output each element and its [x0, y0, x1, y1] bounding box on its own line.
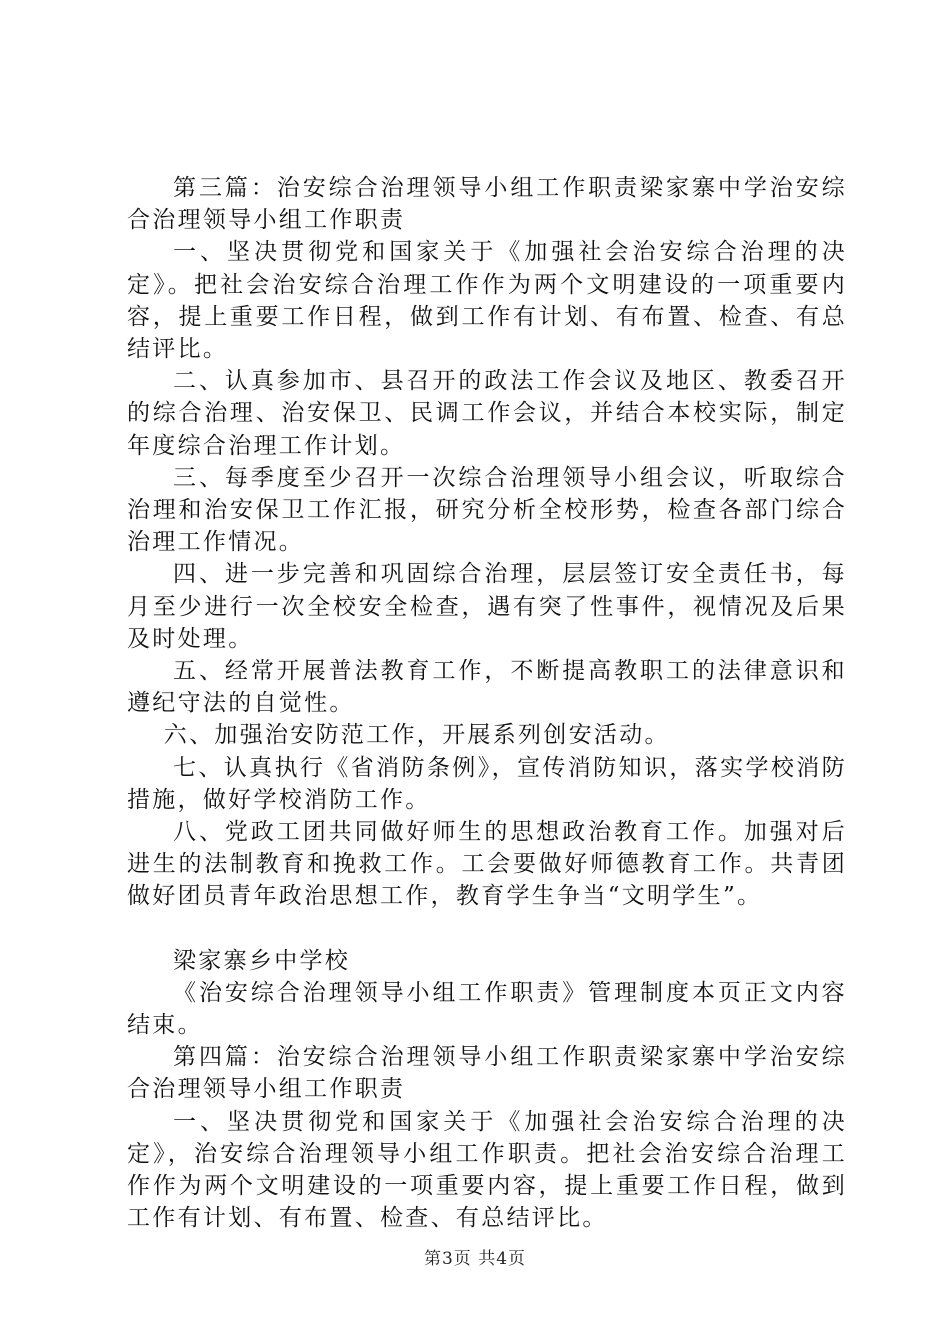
paragraph-item-7: 七、认真执行《省消防条例》，宣传消防知识，落实学校消防措施，做好学校消防工作。 — [127, 754, 847, 813]
paragraph-item-5: 五、经常开展普法教育工作，不断提高教职工的法律意识和遵纪守法的自觉性。 — [127, 658, 847, 717]
paragraph-item-8: 八、党政工团共同做好师生的思想政治教育工作。加强对后进生的法制教育和挽救工作。工会要做好师德教育工作。共青团做好团员青年政治思想工作，教育学生争当“文明学生”。 — [127, 819, 847, 910]
paragraph-item-3: 三、每季度至少召开一次综合治理领导小组会议，听取综合治理和治安保卫工作汇报，研究分析全校形势，检查各部门综合治理工作情况。 — [127, 464, 847, 556]
section-four-heading: 第四篇：治安综合治理领导小组工作职责梁家寨中学治安综合治理领导小组工作职责 — [127, 1044, 847, 1103]
document-body — [127, 172, 847, 1235]
signature-line: 梁家寨乡中学校 — [173, 947, 351, 974]
paragraph-item-6: 六、加强治安防范工作，开展系列创安活动。 — [163, 722, 670, 749]
paragraph-item-4: 四、进一步完善和巩固综合治理，层层签订安全责任书，每月至少进行一次全校安全检查，遇有突了性事件，视情况及后果及时处理。 — [127, 561, 847, 652]
paragraph-item-2: 二、认真参加市、县召开的政法工作会议及地区、教委召开的综合治理、治安保卫、民调工作会议，并结合本校实际，制定年度综合治理工作计划。 — [127, 368, 847, 459]
page-number-footer: 第3页 共4页 — [423, 1249, 527, 1269]
end-of-content-note: 《治安综合治理领导小组工作职责》管理制度本页正文内容结束。 — [127, 979, 847, 1039]
section-four-item-1: 一、坚决贯彻党和国家关于《加强社会治安综合治理的决定》，治安综合治理领导小组工作职责。把社会治安综合治理工作作为两个文明建设的一项重要内容，提上重要工作日程，做到工作有计划、有布置、检查、有总结评比。 — [127, 1108, 847, 1232]
section-three-heading: 第三篇：治安综合治理领导小组工作职责梁家寨中学治安综合治理领导小组工作职责 — [127, 175, 847, 234]
paragraph-item-1: 一、坚决贯彻党和国家关于《加强社会治安综合治理的决定》。把社会治安综合治理工作作为两个文明建设的一项重要内容，提上重要工作日程，做到工作有计划、有布置、检查、有总结评比。 — [127, 239, 847, 363]
